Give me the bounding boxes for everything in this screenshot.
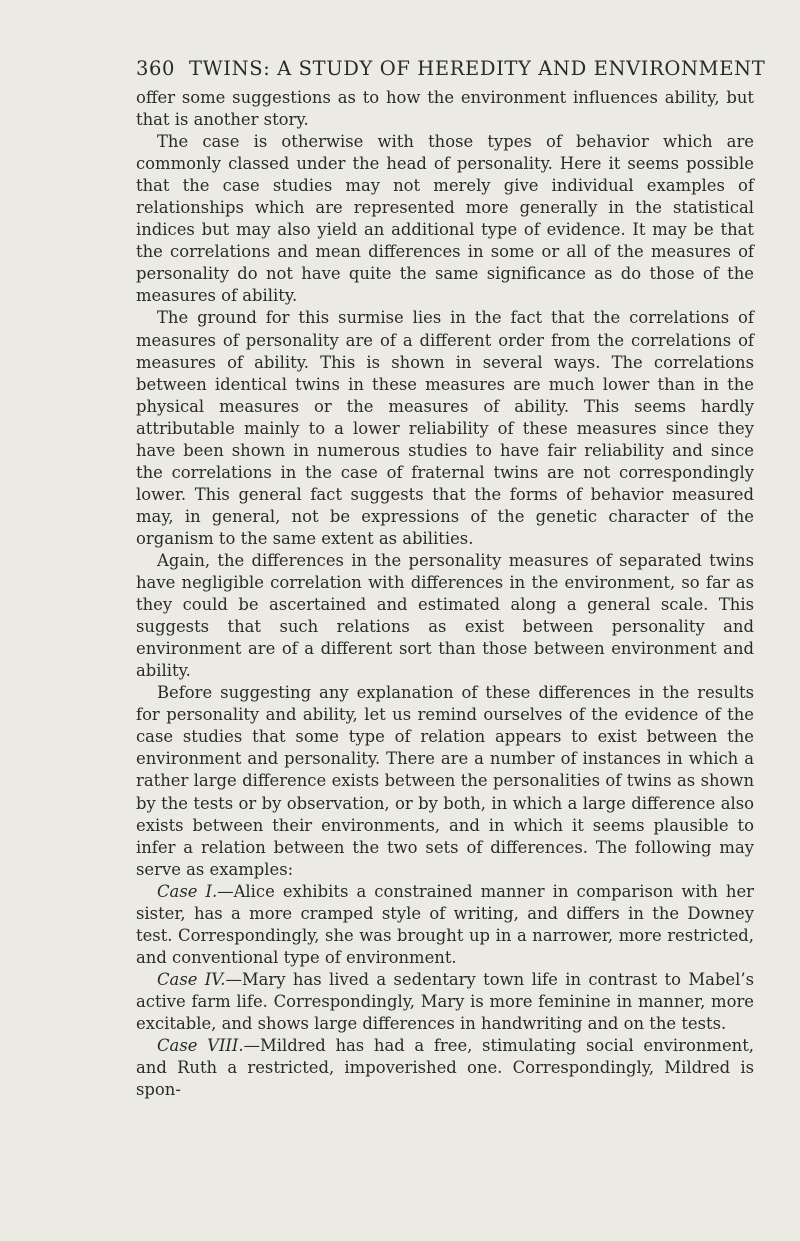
paragraph-surmise: The ground for this surmise lies in the fact that the correlations of measures of personality are of a different order from the correlations of measures of ability. This is shown in several ways. The correlations between identical twins in these measures are much lower than in the physical measures or the measures of ability. This seems hardly attributable mainly to a lower reliability of these measures since they have been shown in numerous studies to have fair reliability and since the correlations in the case of fraternal twins are not correspondingly lower. This general fact suggests that the forms of behavior measured may, in general, not be expressions of the genetic character of the organism to the same extent as abilities. [136, 308, 754, 548]
case-text: —Mary has lived a sedentary town life in contrast to Mabel’s active farm life. Correspondingly, Mary is more feminine in manner, more excitable, and shows large differences in handwriting and on the tests. [136, 969, 754, 1033]
paragraph-separated-twins: Again, the differences in the personality measures of separated twins have negligible correlation with differences in the environment, so far as they could be ascertained and estimated along a general scale. This suggests that such relations as exist between personality and environment are of a different sort than those between environment and ability. [136, 550, 754, 681]
case-paragraph-8 [136, 1035, 754, 1101]
paragraph-personality: The case is otherwise with those types of behavior which are commonly classed under the head of personality. Here it seems possible that the case studies may not merely give individual examples of relationships which are represented more generally in the statistical indices but may also yield an additional type of evidence. It may be that the correlations and mean differences in some or all of the measures of personality do not have quite the same significance as do those of the measures of ability. [136, 132, 754, 306]
page-number: 360 [136, 57, 176, 80]
book-page [136, 52, 766, 1101]
case-label: Case IV. [157, 969, 226, 989]
paragraph-case-evidence: Before suggesting any explanation of these differences in the results for personality and ability, let us remind ourselves of the evidence of the case studies that some type of relation appears to exist between the environment and personality. There are a number of instances in which a rather large difference exists between the personalities of twins as shown by the tests or by observation, or by both, in which a large difference also exists between their environments, and in which it seems plausible to infer a relation between the two sets of differences. The following may serve as examples: [136, 683, 754, 879]
case-text: —Alice exhibits a constrained manner in comparison with her sister, has a more cramped style of writing, and differs in the Downey test. Correspondingly, she was brought up in a narrower, more restricted, and conventional type of environment. [136, 881, 754, 967]
case-label: Case VIII. [157, 1036, 244, 1056]
paragraph-continued: offer some suggestions as to how the environment influences ability, but that is another story. [136, 88, 754, 130]
case-paragraph-1 [136, 881, 754, 969]
body-text [136, 87, 754, 1101]
case-label: Case I. [157, 881, 218, 901]
running-head [136, 52, 766, 86]
case-paragraph-4 [136, 969, 754, 1035]
running-title: TWINS: A STUDY OF HEREDITY AND ENVIRONMENT [189, 57, 766, 80]
case-text: —Mildred has had a free, stimulating social environment, and Ruth a restricted, impoverished one. Correspondingly, Mildred is spon- [136, 1036, 754, 1100]
